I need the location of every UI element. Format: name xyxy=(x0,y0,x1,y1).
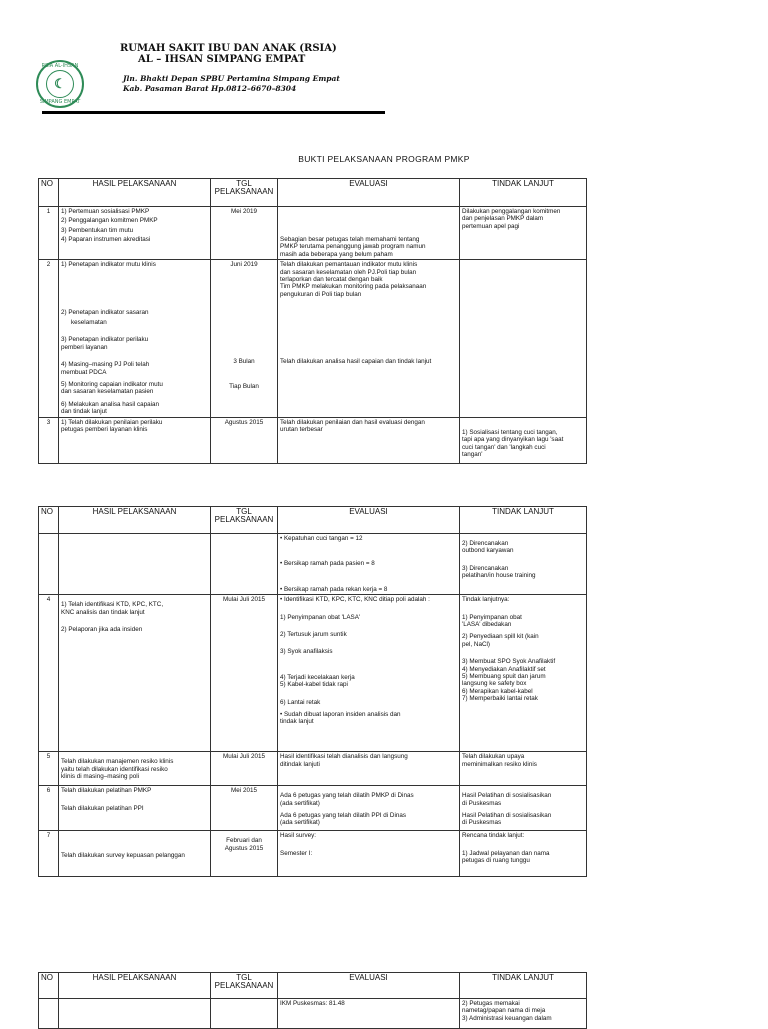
letterhead xyxy=(0,0,768,120)
hasil-cell: 1) Pertemuan sosialisasi PMKP 2) Penggalangan komitmen PMKP 3) Pembentukan tim mutu 4) Paparan instrumen akreditasi xyxy=(59,207,211,260)
evaluasi-cell: Ada 6 petugas yang telah dilatih PMKP di Dinas (ada sertifikat) Ada 6 petugas yang telah dilatih PPI di Dinas (ada sertifikat) xyxy=(278,786,460,831)
tindak-lanjut-cell: Dilakukan penggalangan komitmen dan penjelasan PMKP dalam pertemuan apel pagi xyxy=(460,207,587,260)
tindak-lanjut-cell: 2) Direncanakan outbond karyawan 3) Direncanakan pelatihan/in house training xyxy=(460,534,587,595)
table-row xyxy=(39,207,587,260)
tgl-cell: Mulai Juli 2015 xyxy=(211,752,278,786)
hasil-cell xyxy=(59,999,211,1029)
tindak-lanjut-cell: Telah dilakukan upaya meminimalkan resiko klinis xyxy=(460,752,587,786)
tindak-lanjut-cell xyxy=(460,260,587,417)
header-tindak-lanjut: TINDAK LANJUT xyxy=(460,973,587,999)
hasil-cell xyxy=(59,534,211,595)
table-row xyxy=(39,595,587,752)
header-hasil: HASIL PELAKSANAAN xyxy=(59,973,211,999)
hasil-cell: Telah dilakukan survey kepuasan pelanggan xyxy=(59,831,211,877)
tgl-cell: Mei 2019 xyxy=(211,207,278,260)
header-no: NO xyxy=(39,179,59,207)
hasil-cell: Telah dilakukan pelatihan PMKP Telah dilakukan pelatihan PPI xyxy=(59,786,211,831)
table-row xyxy=(39,417,587,463)
tindak-lanjut-cell: Tindak lanjutnya: 1) Penyimpanan obat 'LASA' dibedakan 2) Penyediaan spill kit (kain pel, NaCl) 3) Membuat SPO Syok Anafilaktif 4) Menyediakan Anafilaktif set 5) Membuang spuit dan jarum langsung ke safety box 6) Merapikan kabel-kabel 7) Memperbaiki lantai retak xyxy=(460,595,587,752)
hasil-cell: 1) Penetapan indikator mutu klinis 2) Penetapan indikator sasaran keselamatan 3) Penetapan indikator perilaku pemberi layanan 4) Masing–masing PJ Poli telah membuat PDCA 5) Monitoring capaian indikator mutu dan sasaran keselamatan pasien 6) Melakukan analisa hasil capaian dan tindak lanjut xyxy=(59,260,211,417)
hospital-address-line2: Kab. Pasaman Barat Hp.0812–6670–8304 xyxy=(123,84,297,93)
tindak-lanjut-cell: 1) Sosialisasi tentang cuci tangan, tapi apa yang dinyanyikan lagu 'saat cuci tangan' dan 'langkah cuci tangan' xyxy=(460,417,587,463)
logo-ring-text-bottom: SIMPANG EMPAT xyxy=(39,99,81,105)
row-number: 7 xyxy=(39,831,59,877)
tgl-cell: Februari dan Agustus 2015 xyxy=(211,831,278,877)
header-tindak-lanjut: TINDAK LANJUT xyxy=(460,507,587,534)
hasil-cell: 1) Telah identifikasi KTD, KPC, KTC, KNC analisis dan tindak lanjut 2) Pelaporan jika ada insiden xyxy=(59,595,211,752)
hospital-logo xyxy=(36,60,84,108)
row-number: 5 xyxy=(39,752,59,786)
header-evaluasi: EVALUASI xyxy=(278,973,460,999)
pmkp-table-page-3 xyxy=(38,972,587,1029)
row-number: 2 xyxy=(39,260,59,417)
table-row xyxy=(39,831,587,877)
header-no: NO xyxy=(39,973,59,999)
evaluasi-cell: Telah dilakukan pemantauan indikator mutu klinis dan sasaran keselamatan oleh PJ.Poli tiap bulan terlaporkan dan tercatat dengan baik Tim PMKP melakukan monitoring pada pelaksanaan pengukuran di Poli tiap bulan Telah dilakukan analisa hasil capaian dan tindak lanjut xyxy=(278,260,460,417)
pmkp-table-page-2 xyxy=(38,506,587,877)
table-header-row xyxy=(39,507,587,534)
document-title: BUKTI PELAKSANAAN PROGRAM PMKP xyxy=(298,154,470,164)
tgl-cell xyxy=(211,999,278,1029)
table-row xyxy=(39,999,587,1029)
table-header-row xyxy=(39,179,587,207)
row-number: 6 xyxy=(39,786,59,831)
evaluasi-cell: Hasil survey: Semester I: xyxy=(278,831,460,877)
evaluasi-cell: Hasil identifikasi telah dianalisis dan langsung ditindak lanjuti xyxy=(278,752,460,786)
tindak-lanjut-cell: 2) Petugas memakai nametag/papan nama di meja 3) Administrasi keuangan dalam xyxy=(460,999,587,1029)
hasil-cell: 1) Telah dilakukan penilaian perilaku petugas pemberi layanan klinis xyxy=(59,417,211,463)
header-tindak-lanjut: TINDAK LANJUT xyxy=(460,179,587,207)
row-number xyxy=(39,534,59,595)
tindak-lanjut-cell: Hasil Pelatihan di sosialisasikan di Puskesmas Hasil Pelatihan di sosialisasikan di Puskesmas xyxy=(460,786,587,831)
table-row xyxy=(39,752,587,786)
header-evaluasi: EVALUASI xyxy=(278,179,460,207)
evaluasi-cell: IKM Puskesmas: 81.48 xyxy=(278,999,460,1029)
tgl-cell xyxy=(211,534,278,595)
header-tgl: TGL PELAKSANAAN xyxy=(211,507,278,534)
header-tgl: TGL PELAKSANAAN xyxy=(211,179,278,207)
hasil-cell: Telah dilakukan manajemen resiko klinis yaitu telah dilakukan identifikasi resiko klinis di masing–masing poli xyxy=(59,752,211,786)
pmkp-table-page-1 xyxy=(38,178,587,464)
row-number xyxy=(39,999,59,1029)
header-no: NO xyxy=(39,507,59,534)
table-header-row xyxy=(39,973,587,999)
table-row xyxy=(39,534,587,595)
evaluasi-cell: Sebagian besar petugas telah memahami tentang PMKP terutama penanggung jawab program namun masih ada beberapa yang belum paham xyxy=(278,207,460,260)
hospital-name-line1: RUMAH SAKIT IBU DAN ANAK (RSIA) xyxy=(120,43,337,54)
tgl-cell: Mei 2015 xyxy=(211,786,278,831)
evaluasi-cell: • Identifikasi KTD, KPC, KTC, KNC ditiap poli adalah : 1) Penyimpanan obat 'LASA' 2) Tertusuk jarum suntik 3) Syok anafilaksis 4) Terjadi kecelakaan kerja 5) Kabel-kabel tidak rapi 6) Lantai retak • Sudah dibuat laporan insiden analisis dan tindak lanjut xyxy=(278,595,460,752)
tgl-cell: Agustus 2015 xyxy=(211,417,278,463)
hospital-name-line2: AL – IHSAN SIMPANG EMPAT xyxy=(138,54,306,65)
hospital-address-line1: Jln. Bhakti Depan SPBU Pertamina Simpang Empat xyxy=(123,74,340,83)
logo-emblem-icon: ☾ xyxy=(54,76,66,92)
tindak-lanjut-cell: Rencana tindak lanjut: 1) Jadwal pelayanan dan nama petugas di ruang tunggu xyxy=(460,831,587,877)
header-hasil: HASIL PELAKSANAAN xyxy=(59,507,211,534)
row-number: 4 xyxy=(39,595,59,752)
header-hasil: HASIL PELAKSANAAN xyxy=(59,179,211,207)
evaluasi-cell: • Kepatuhan cuci tangan = 12 • Bersikap ramah pada pasien = 8 • Bersikap ramah pada rekan kerja = 8 xyxy=(278,534,460,595)
logo-ring-text-top: RSIA AL-IHSAN xyxy=(41,63,79,69)
row-number: 1 xyxy=(39,207,59,260)
header-evaluasi: EVALUASI xyxy=(278,507,460,534)
letterhead-divider xyxy=(42,111,385,114)
evaluasi-cell: Telah dilakukan penilaian dan hasil evaluasi dengan urutan terbesar xyxy=(278,417,460,463)
table-row xyxy=(39,260,587,417)
row-number: 3 xyxy=(39,417,59,463)
table-row xyxy=(39,786,587,831)
tgl-cell: Mulai Juli 2015 xyxy=(211,595,278,752)
header-tgl: TGL PELAKSANAAN xyxy=(211,973,278,999)
tgl-cell: Juni 2019 3 Bulan Tiap Bulan xyxy=(211,260,278,417)
